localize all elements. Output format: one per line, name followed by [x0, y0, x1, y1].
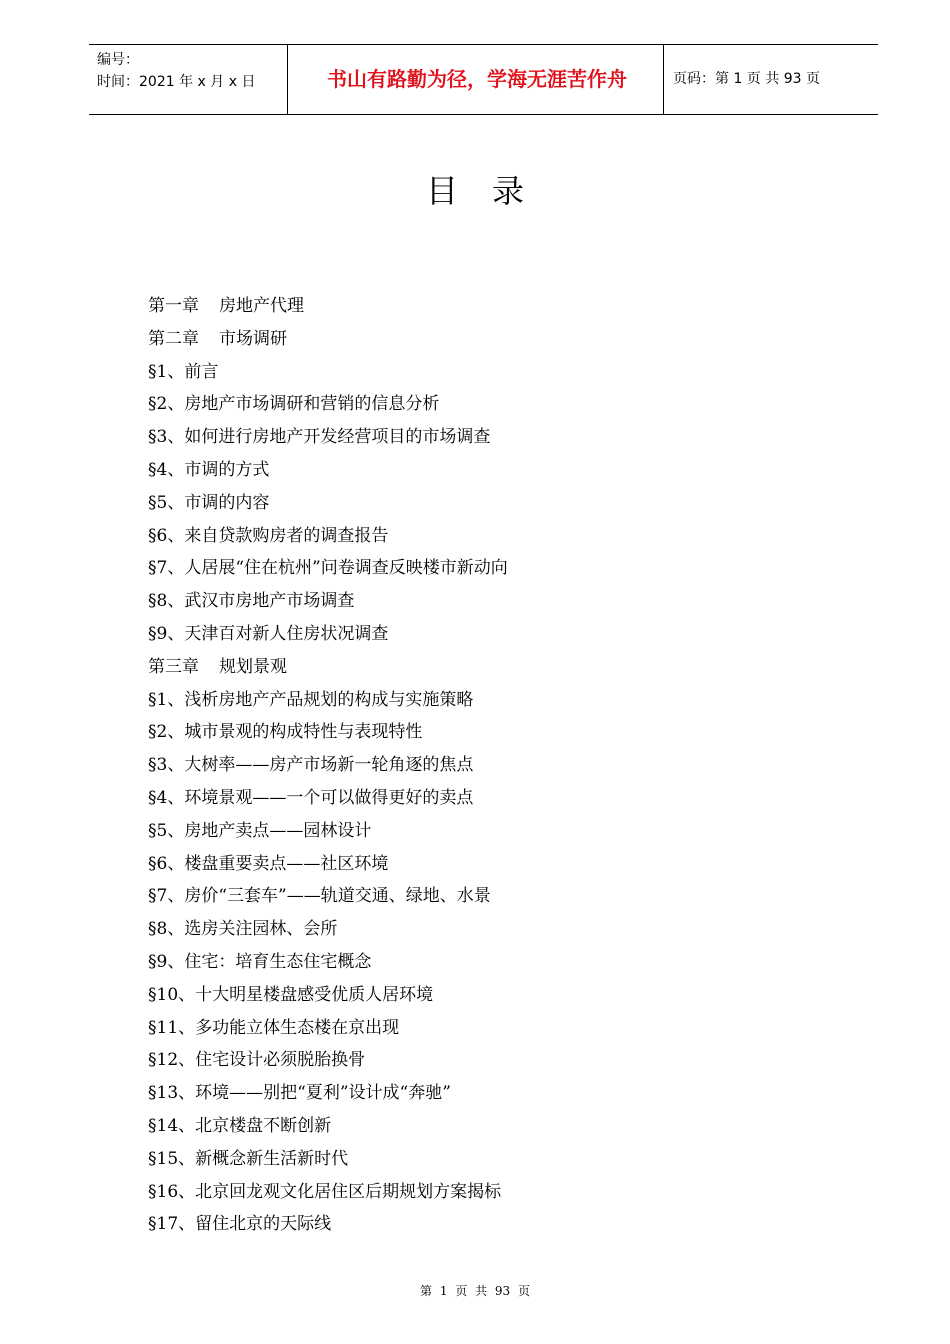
toc-item-title: 市调的内容 — [184, 492, 270, 513]
page-footer: 第 1 页 共 93 页 — [420, 1284, 530, 1298]
toc-item-title: 房价“三套车”——轨道交通、绿地、水景 — [184, 886, 491, 907]
toc-item-number: §2、 — [148, 722, 185, 743]
toc-section-item[interactable] — [148, 1208, 508, 1241]
toc-section-item[interactable] — [148, 1110, 508, 1143]
table-of-contents — [148, 290, 508, 1241]
toc-item-number: §10、 — [148, 984, 196, 1005]
toc-item-title: 楼盘重要卖点——社区环境 — [184, 853, 389, 874]
page-header — [89, 44, 878, 115]
toc-item-number: §15、 — [148, 1148, 196, 1169]
toc-section-item[interactable] — [148, 1044, 508, 1077]
toc-section-item[interactable] — [148, 454, 508, 487]
toc-section-item[interactable] — [148, 880, 508, 913]
toc-section-item[interactable] — [148, 1077, 508, 1110]
toc-item-number: §1、 — [148, 689, 185, 710]
toc-section-item[interactable] — [148, 946, 508, 979]
toc-item-title: 规划景观 — [219, 656, 287, 677]
toc-item-title: 选房关注园林、会所 — [184, 919, 338, 940]
toc-item-title: 北京楼盘不断创新 — [195, 1115, 332, 1136]
toc-item-title: 住宅设计必须脱胎换骨 — [195, 1050, 366, 1071]
header-divider-right — [663, 45, 664, 114]
toc-item-number: 第二章 — [148, 328, 199, 349]
toc-item-title: 房地产卖点——园林设计 — [184, 820, 372, 841]
toc-section-item[interactable] — [148, 716, 508, 749]
header-divider-left — [287, 45, 288, 114]
toc-item-title: 大树率——房产市场新一轮角逐的焦点 — [184, 755, 474, 776]
toc-item-title: 多功能立体生态楼在京出现 — [195, 1017, 400, 1038]
toc-section-item[interactable] — [148, 1012, 508, 1045]
toc-chapter-item[interactable] — [148, 323, 508, 356]
toc-item-number: §6、 — [148, 853, 185, 874]
toc-item-number: §4、 — [148, 787, 185, 808]
toc-section-item[interactable] — [148, 848, 508, 881]
toc-chapter-item[interactable] — [148, 290, 508, 323]
toc-section-item[interactable] — [148, 782, 508, 815]
toc-item-number: §3、 — [148, 427, 185, 448]
toc-item-title: 新概念新生活新时代 — [195, 1148, 349, 1169]
toc-section-item[interactable] — [148, 356, 508, 389]
toc-section-item[interactable] — [148, 1176, 508, 1209]
toc-item-title: 来自贷款购房者的调查报告 — [184, 525, 389, 546]
header-meta — [97, 49, 287, 93]
toc-item-title: 城市景观的构成特性与表现特性 — [184, 722, 423, 743]
toc-item-number: §8、 — [148, 919, 185, 940]
toc-section-item[interactable] — [148, 913, 508, 946]
header-motto: 书山有路勤为径，学海无涯苦作舟 — [327, 67, 627, 91]
toc-item-title: 如何进行房地产开发经营项目的市场调查 — [184, 427, 491, 448]
toc-item-number: §5、 — [148, 492, 185, 513]
toc-item-number: §7、 — [148, 886, 185, 907]
toc-item-title: 房地产代理 — [219, 296, 304, 316]
toc-section-item[interactable] — [148, 487, 508, 520]
toc-item-title: 环境——别把“夏利”设计成“奔驰” — [195, 1083, 451, 1104]
toc-section-item[interactable] — [148, 585, 508, 618]
toc-section-item[interactable] — [148, 749, 508, 782]
toc-item-number: §5、 — [148, 820, 185, 841]
toc-item-number: §4、 — [148, 459, 185, 480]
toc-item-number: §1、 — [148, 361, 185, 382]
toc-section-item[interactable] — [148, 520, 508, 553]
toc-item-title: 十大明星楼盘感受优质人居环境 — [195, 984, 434, 1005]
toc-item-number: §6、 — [148, 525, 185, 546]
toc-item-title: 环境景观——一个可以做得更好的卖点 — [184, 787, 474, 808]
toc-item-number: 第三章 — [148, 656, 199, 677]
toc-item-title: 房地产市场调研和营销的信息分析 — [184, 394, 440, 415]
page-title: 目录 — [425, 172, 558, 210]
toc-section-item[interactable] — [148, 552, 508, 585]
toc-item-number: 第一章 — [148, 296, 199, 316]
toc-item-number: §12、 — [148, 1050, 196, 1071]
toc-chapter-item[interactable] — [148, 651, 508, 684]
toc-section-item[interactable] — [148, 684, 508, 717]
toc-item-title: 武汉市房地产市场调查 — [184, 591, 355, 612]
header-number-label: 编号： — [97, 52, 139, 68]
toc-item-number: §11、 — [148, 1017, 196, 1038]
toc-item-number: §9、 — [148, 623, 185, 644]
header-page-info: 页码：第 1 页 共 93 页 — [673, 71, 820, 87]
toc-item-number: §14、 — [148, 1115, 196, 1136]
header-time-label: 时间：2021 年 x 月 x 日 — [97, 74, 256, 90]
toc-item-title: 人居展“住在杭州”问卷调查反映楼市新动向 — [184, 558, 508, 579]
toc-item-title: 市场调研 — [219, 328, 287, 349]
toc-item-number: §2、 — [148, 394, 185, 415]
toc-section-item[interactable] — [148, 1143, 508, 1176]
toc-item-title: 北京回龙观文化居住区后期规划方案揭标 — [195, 1181, 502, 1202]
toc-item-number: §16、 — [148, 1181, 196, 1202]
toc-section-item[interactable] — [148, 421, 508, 454]
toc-item-number: §8、 — [148, 591, 185, 612]
toc-item-title: 市调的方式 — [184, 459, 270, 480]
toc-item-title: 浅析房地产产品规划的构成与实施策略 — [184, 689, 474, 710]
toc-item-title: 留住北京的天际线 — [195, 1214, 332, 1235]
toc-item-title: 住宅：培育生态住宅概念 — [184, 951, 372, 972]
toc-item-title: 前言 — [184, 361, 219, 382]
toc-item-number: §7、 — [148, 558, 185, 579]
toc-item-number: §13、 — [148, 1083, 196, 1104]
toc-section-item[interactable] — [148, 388, 508, 421]
toc-section-item[interactable] — [148, 618, 508, 651]
toc-item-title: 天津百对新人住房状况调查 — [184, 623, 389, 644]
toc-item-number: §9、 — [148, 951, 185, 972]
toc-item-number: §3、 — [148, 755, 185, 776]
toc-section-item[interactable] — [148, 815, 508, 848]
toc-item-number: §17、 — [148, 1214, 196, 1235]
toc-section-item[interactable] — [148, 979, 508, 1012]
